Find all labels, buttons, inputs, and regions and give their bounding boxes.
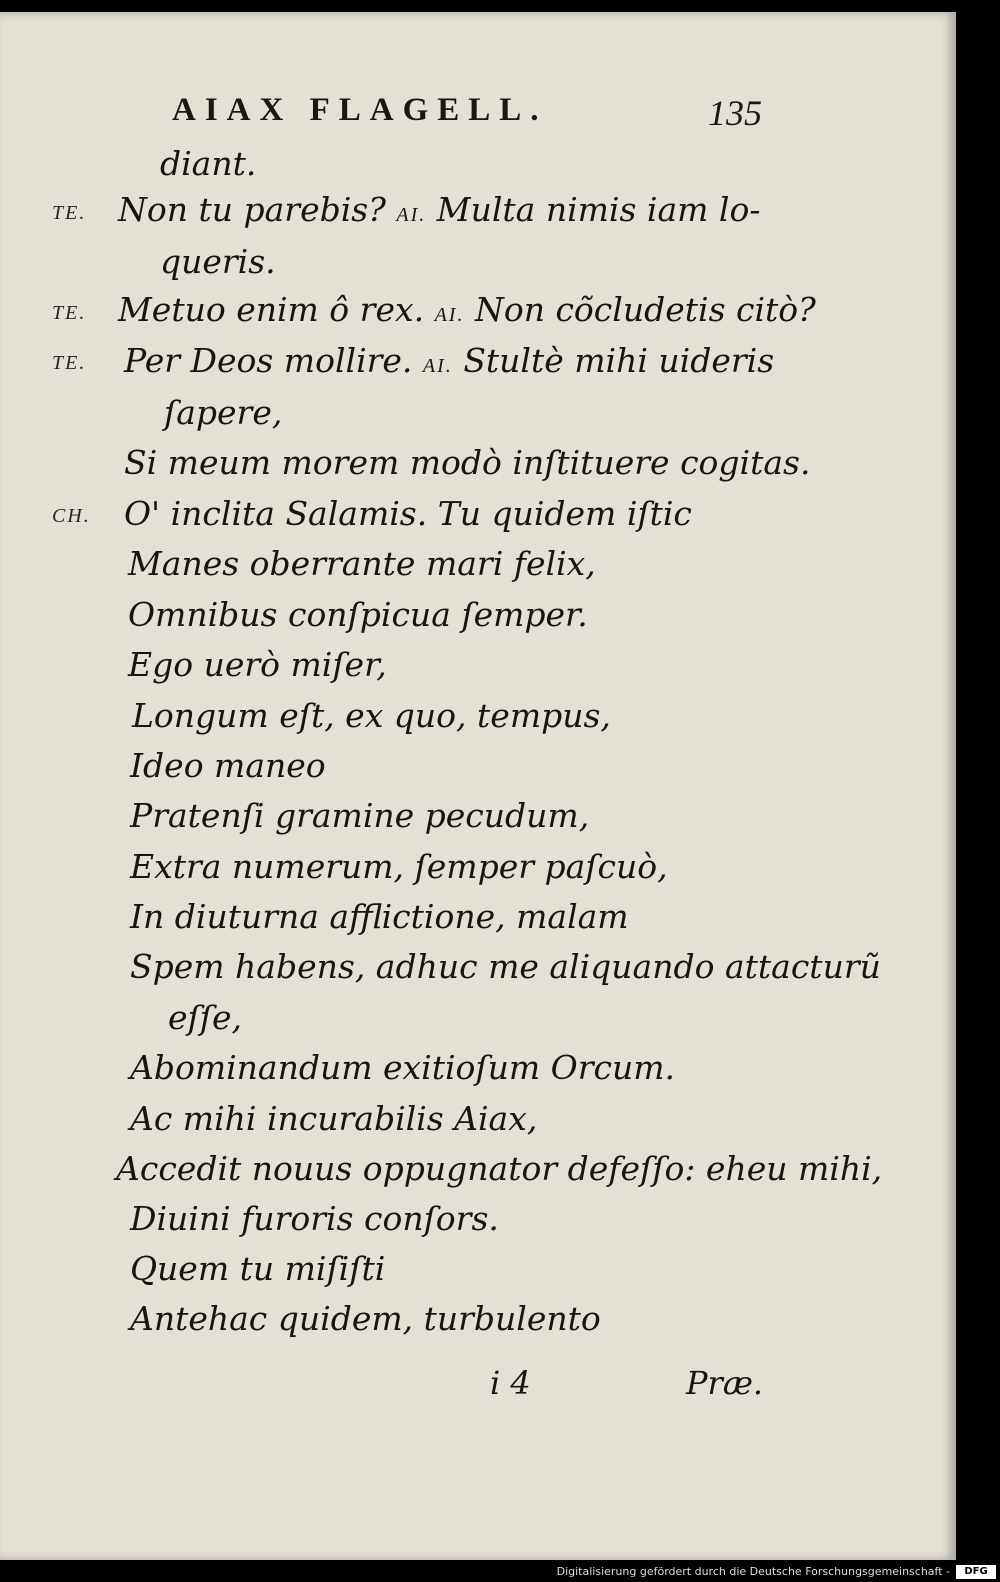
text-line: ſapere, [164, 393, 283, 432]
speaker-label: AI. [434, 304, 465, 326]
text-line: Ego uerò miſer, [128, 645, 387, 684]
text-line: Non tu parebis? AI. Multa nimis iam lo- [118, 190, 761, 229]
speaker-label: AI. [396, 204, 427, 226]
speaker-label: TE. [52, 202, 87, 224]
dfg-logo: DFG [956, 1565, 996, 1579]
text-line: O' inclita Salamis. Tu quidem iſtic [124, 494, 692, 533]
text-line: eſſe, [168, 998, 242, 1037]
text-line: Antehac quidem, turbulento [130, 1299, 601, 1338]
text-line: Extra numerum, ſemper paſcuò, [130, 847, 668, 886]
scan-border [0, 0, 1000, 12]
text-line: diant. [160, 144, 257, 183]
text-line: In diuturna afflictione, malam [130, 897, 629, 936]
digitization-credit: Digitalisierung gefördert durch die Deutsche Forschungsgemeinschaft - [556, 1565, 950, 1578]
page-header [172, 92, 762, 142]
text-line: queris. [160, 242, 276, 281]
text-line: Diuini furoris conſors. [130, 1199, 499, 1238]
speaker-label: CH. [52, 505, 91, 527]
page-number: 135 [708, 93, 762, 133]
text-line: Pratenſi gramine pecudum, [130, 796, 590, 835]
text-line: Quem tu miſiſti [130, 1249, 386, 1288]
text-line: Abominandum exitioſum Orcum. [130, 1048, 675, 1087]
catchword: Præ. [686, 1364, 764, 1402]
speaker-label: TE. [52, 352, 87, 374]
running-title: AIAX FLAGELL. [172, 92, 548, 128]
text-line: Metuo enim ô rex. AI. Non cõcludetis citò? [118, 290, 816, 329]
signature-mark: i 4 [490, 1364, 531, 1402]
text-line: Omnibus conſpicua ſemper. [128, 595, 588, 634]
text-line: Longum eſt, ex quo, tempus, [132, 696, 611, 735]
text-line: Spem habens, adhuc me aliquando attacturũ [130, 947, 881, 986]
text-line: Ac mihi incurabilis Aiax, [130, 1099, 538, 1138]
text-line: Si meum morem modò inſtituere cogitas. [124, 443, 811, 482]
text-line: Accedit nouus oppugnator defeſſo: eheu mihi, [116, 1149, 883, 1188]
book-page [0, 12, 956, 1560]
speaker-label: AI. [422, 355, 453, 377]
text-line: Manes oberrante mari felix, [128, 544, 596, 583]
text-line: Ideo maneo [130, 746, 326, 785]
speaker-label: TE. [52, 302, 87, 324]
text-line: Per Deos mollire. AI. Stultè mihi uideris [124, 341, 775, 380]
